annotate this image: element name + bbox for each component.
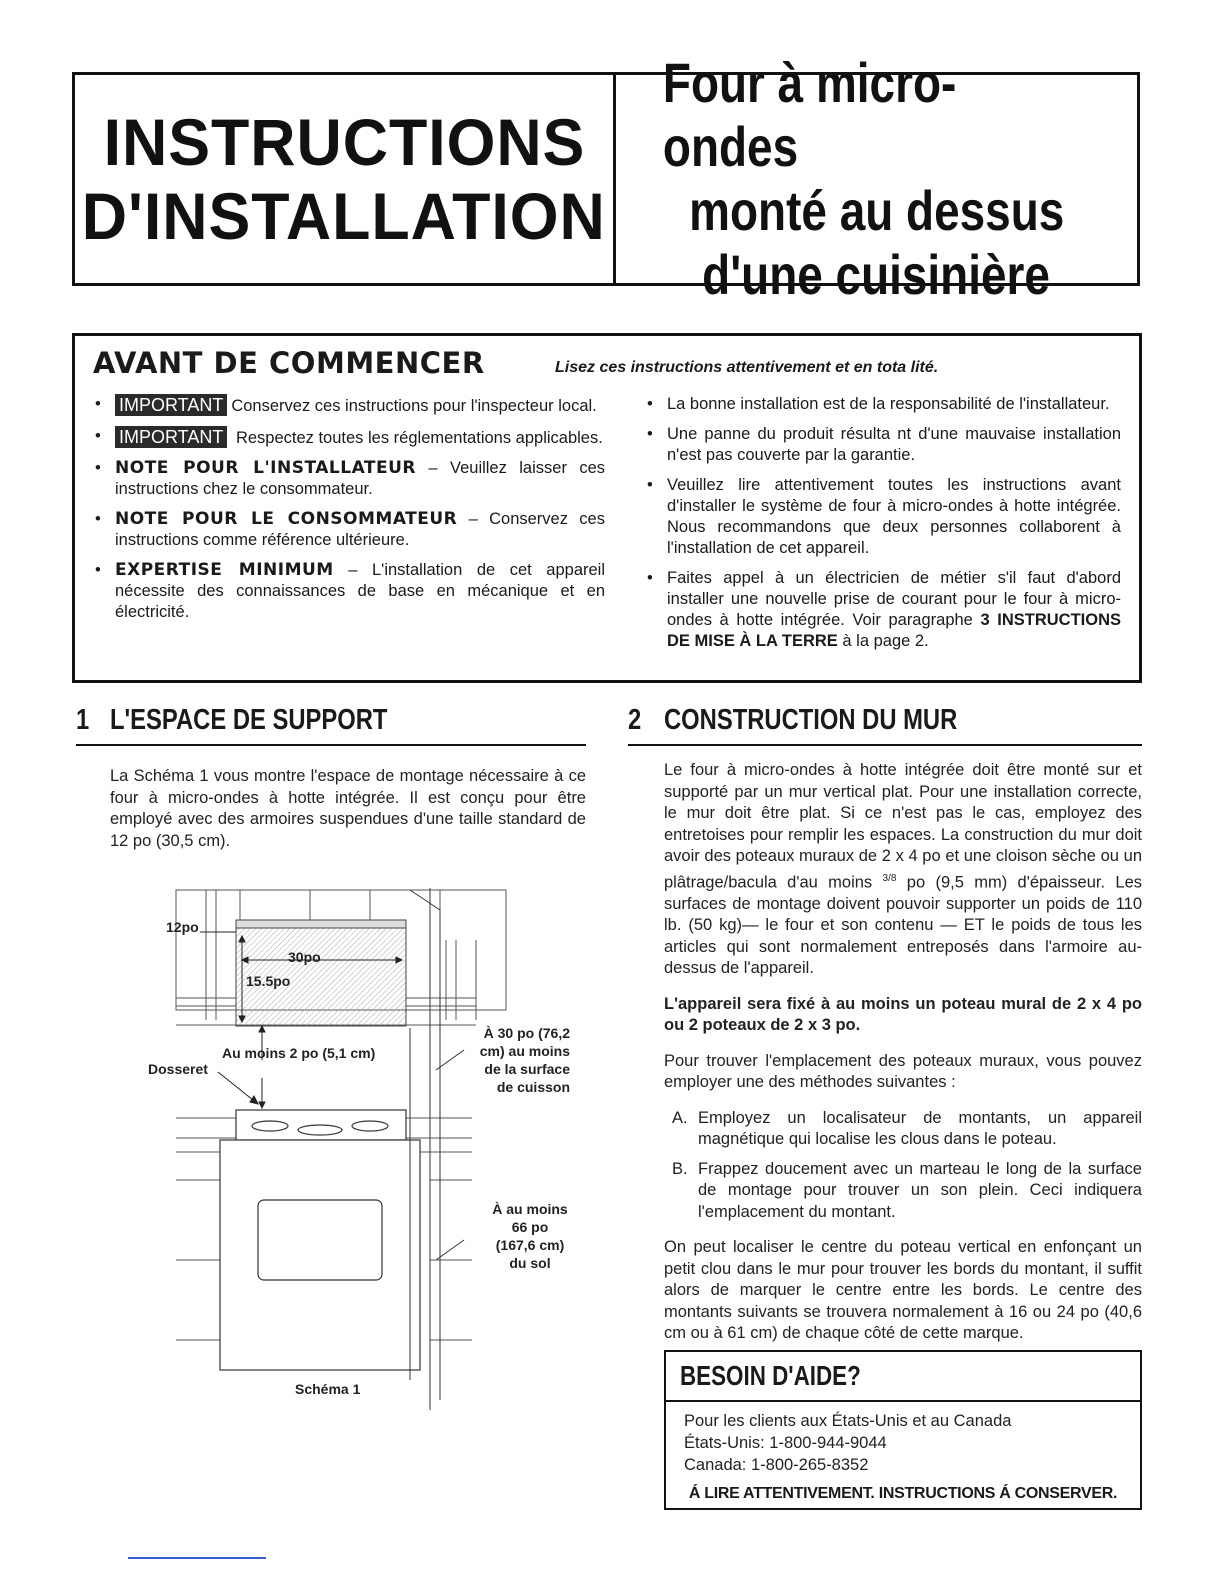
help-line-usa: États-Unis: 1-800-944-9044: [684, 1434, 887, 1452]
before-you-start-box: [72, 333, 1142, 683]
list-item: • Une panne du produit résulta nt d'une mauvaise installation n'est pas couverte par la garantie.: [641, 424, 1121, 466]
before-you-start-title: AVANT DE COMMENCER: [93, 346, 485, 380]
list-item-text: – Veuillez laisser ces instructions chez le consommateur.: [115, 459, 606, 498]
section-1-paragraph: La Schéma 1 vous montre l'espace de montage nécessaire à ce four à micro-ondes à hotte intégrée. Il est conçu pour être employé avec des armoires suspendues d'une taille standard de 12 po (30,5 cm).: [110, 767, 586, 850]
important-badge: IMPORTANT: [115, 426, 227, 448]
help-line-clients: Pour les clients aux États-Unis et au Canada: [684, 1412, 1012, 1430]
list-item-text: à la page 2.: [837, 632, 929, 650]
list-item: [89, 426, 605, 449]
before-right-column: [605, 394, 1139, 661]
section-2-paragraph-1: [664, 760, 1142, 980]
range-hood-diagram: [140, 880, 600, 1420]
list-item: [89, 509, 605, 551]
grounding-reference: 3 INSTRUCTIONS DE MISE À LA TERRE: [667, 611, 1121, 650]
section-2-paragraph-3: Pour trouver l'emplacement des poteaux muraux, vous pouvez employer une des méthodes suivantes :: [664, 1051, 1142, 1091]
section-1-rule: [76, 744, 586, 746]
label-66-po: [480, 1200, 580, 1272]
list-item-text: Employez un localisateur de montants, un appareil magnétique qui localise les clous dans le poteau.: [698, 1108, 1142, 1148]
product-line-2: monté au dessus: [688, 179, 1065, 242]
important-badge: IMPORTANT: [115, 394, 227, 416]
label-line: 66 po: [511, 1219, 549, 1235]
before-left-column: [75, 394, 605, 661]
help-footer: [666, 1480, 1140, 1508]
installation-title-block: [75, 75, 616, 283]
list-item-text: – L'installation de cet appareil nécessite des connaissances de base en mécanique et en électricité.: [115, 561, 605, 621]
paragraph-text: po (9,5 mm) d'épaisseur. Les surfaces de montage doivent pouvoir supporter un poids de 110 lb. (50 kg)— le four et son contenu — ET le poids de tous les articles qui sont normalement entreposés dans l'armoire au-dessus de l'appareil.: [664, 873, 1143, 977]
list-item-text: Faites appel à un électricien de métier s'il faut d'abord installer une nouvelle prise de courant pour le four à micro-ondes à hotte intégrée. Voir paragraphe: [667, 569, 1121, 629]
product-line-3: d'une cuisinière: [702, 243, 1051, 306]
section-2-rule: [628, 744, 1142, 746]
list-item: [89, 560, 605, 623]
help-box: [664, 1350, 1142, 1510]
section-2-number: 2: [628, 704, 642, 736]
section-1-title: L'ESPACE DE SUPPORT: [110, 704, 388, 736]
note-label: NOTE POUR LE CONSOMMATEUR: [115, 509, 458, 529]
help-header: [666, 1352, 1140, 1402]
help-footer-text: Á LIRE ATTENTIVEMENT. INSTRUCTIONS Á CONSERVER.: [688, 1485, 1118, 1502]
product-line-1: Four à micro-ondes: [662, 51, 957, 178]
list-item: • Veuillez lire attentivement toutes les instructions avant d'installer le système de four à micro-ondes à hotte intégrée. Nous recommandons que deux personnes collaborent à l'installation de cet appareil.: [641, 475, 1121, 559]
label-line: (167,6 cm): [495, 1237, 565, 1253]
label-line: À au moins: [492, 1201, 568, 1217]
title-line-1: INSTRUCTIONS: [103, 105, 585, 179]
schema-caption: Schéma 1: [295, 1381, 361, 1397]
label-30-po: 30po: [288, 949, 321, 965]
list-item: [664, 1108, 1142, 1151]
note-label: NOTE POUR L'INSTALLATEUR: [115, 458, 417, 478]
label-line: de la surface: [484, 1061, 570, 1077]
schema-1-diagram: [140, 880, 600, 1420]
section-2-paragraph-2: L'appareil sera fixé à au moins un poteau mural de 2 x 4 po ou 2 poteaux de 2 x 3 po.: [664, 994, 1142, 1034]
section-2-paragraph-4: On peut localiser le centre du poteau vertical en enfonçant un petit clou dans le mur pour trouver les bords du montant, il suffit alors de marquer le centre entre les bords. Le centre des montants suivants se trouvera normalement à 16 ou 24 po (40,6 cm ou à 61 cm) de chaque côté de cette marque.: [664, 1238, 1142, 1342]
note-label: EXPERTISE MINIMUM: [115, 560, 334, 580]
document-header: [72, 51, 1140, 306]
fraction: 3/8: [882, 872, 897, 884]
list-letter: B.: [672, 1159, 688, 1178]
list-item-text: Frappez doucement avec un marteau le long de la surface de montage pour trouver un son plein. Ceci indiquera l'emplacement du montant.: [698, 1159, 1142, 1221]
title-line-2: D'INSTALLATION: [82, 179, 606, 253]
product-title-block: [616, 51, 1137, 306]
methods-list: [664, 1108, 1142, 1224]
label-15-5-po: 15.5po: [246, 973, 291, 989]
list-item: [89, 394, 605, 417]
label-line: À 30 po (76,2: [483, 1025, 570, 1041]
label-dosseret: Dosseret: [148, 1061, 208, 1077]
list-letter: A.: [672, 1108, 688, 1127]
label-line: du sol: [509, 1255, 551, 1271]
section-2-body: [664, 760, 1142, 1359]
list-item-text: Respectez toutes les réglementations applicables.: [235, 429, 603, 447]
label-12-po: 12po: [166, 919, 199, 935]
list-item: • La bonne installation est de la responsabilité de l'installateur.: [641, 394, 1121, 415]
label-30-po-hauteur: [470, 1024, 570, 1096]
section-2-title: CONSTRUCTION DU MUR: [664, 704, 958, 736]
list-item: [641, 568, 1121, 652]
list-item-text: Conservez ces instructions pour l'inspecteur local.: [231, 397, 597, 415]
help-body: [666, 1402, 1140, 1476]
before-you-start-subtitle: Lisez ces instructions attentivement et en tota lité.: [555, 359, 939, 376]
list-item: [89, 458, 605, 500]
label-line: cm) au moins: [479, 1043, 570, 1059]
list-item-text: – Conservez ces instructions comme référence ultérieure.: [115, 510, 605, 549]
section-1-body: [110, 766, 586, 866]
label-line: de cuisson: [496, 1079, 570, 1095]
help-line-canada: Canada: 1-800-265-8352: [684, 1456, 869, 1474]
paragraph-text: Le four à micro-ondes à hotte intégrée doit être monté sur et supporté par un mur vertical plat. Pour une installation correcte, le mur doit être plat. Si ce n'est pas le cas, employez des entretoises pour remplir les espaces. La construction du mur doit avoir des poteaux muraux de 2 x 4 po et une cloison sèche ou un plâtrage/bacula d'au moins: [664, 761, 1142, 891]
label-au-moins-2-po: Au moins 2 po (5,1 cm): [222, 1045, 376, 1061]
footer-line: [128, 1557, 266, 1559]
list-item: [664, 1159, 1142, 1224]
help-title: BESOIN D'AIDE?: [680, 1360, 861, 1391]
section-1-number: 1: [76, 704, 90, 736]
